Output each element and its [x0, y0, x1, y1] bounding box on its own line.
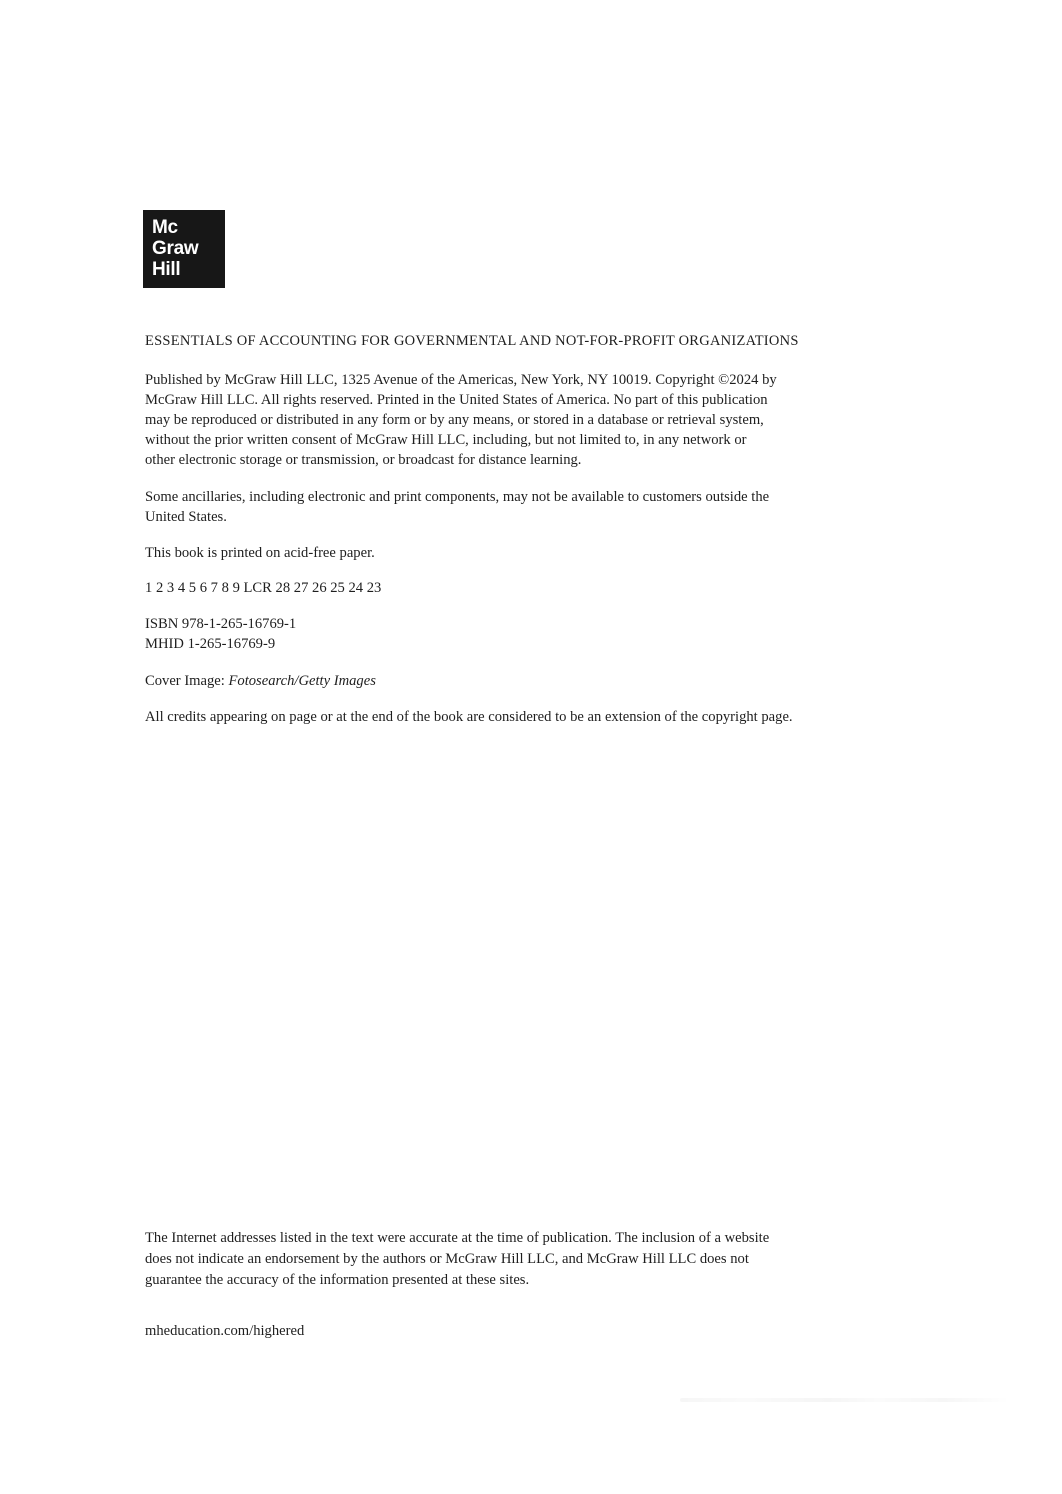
- text-line: without the prior written consent of McGraw Hill LLC, including, but not limited to, in any network or: [145, 432, 747, 448]
- isbn-block: [145, 614, 296, 654]
- logo-line-mc: Mc: [152, 217, 178, 238]
- scan-artifact: [680, 1398, 1010, 1402]
- text-line: The Internet addresses listed in the text were accurate at the time of publication. The inclusion of a website: [145, 1230, 770, 1246]
- text-line: United States.: [145, 509, 227, 525]
- mhid-line: MHID 1-265-16769-9: [145, 636, 276, 652]
- text-line: does not indicate an endorsement by the authors or McGraw Hill LLC, and McGraw Hill LLC does not: [145, 1251, 749, 1267]
- text-line: Published by McGraw Hill LLC, 1325 Avenue of the Americas, New York, NY 10019. Copyright ©2024 by: [145, 372, 777, 388]
- cover-image-label: Cover Image:: [145, 673, 229, 689]
- acid-free-paper-line: This book is printed on acid-free paper.: [145, 545, 375, 561]
- ancillaries-paragraph: [145, 487, 769, 527]
- credits-extension-line: All credits appearing on page or at the end of the book are considered to be an extension of the copyright page.: [145, 709, 793, 725]
- publisher-website-line: mheducation.com/highered: [145, 1323, 305, 1339]
- cover-image-credit: Fotosearch/Getty Images: [228, 673, 376, 689]
- text-line: Some ancillaries, including electronic and print components, may not be available to customers outside the: [145, 489, 770, 505]
- isbn-line: ISBN 978-1-265-16769-1: [145, 616, 297, 632]
- text-line: McGraw Hill LLC. All rights reserved. Printed in the United States of America. No part of this publication: [145, 392, 768, 408]
- logo-line-graw: Graw: [152, 238, 199, 259]
- cover-image-line: [145, 671, 376, 691]
- mcgraw-hill-logo: [143, 210, 225, 288]
- internet-disclaimer-paragraph: [145, 1228, 769, 1291]
- text-line: other electronic storage or transmission, or broadcast for distance learning.: [145, 452, 582, 468]
- publisher-copyright-paragraph: [145, 370, 777, 470]
- book-title: ESSENTIALS OF ACCOUNTING FOR GOVERNMENTAL AND NOT-FOR-PROFIT ORGANIZATIONS: [145, 333, 799, 349]
- text-line: may be reproduced or distributed in any form or by any means, or stored in a database or retrieval system,: [145, 412, 764, 428]
- logo-line-hill: Hill: [152, 259, 181, 280]
- text-line: guarantee the accuracy of the information presented at these sites.: [145, 1272, 530, 1288]
- printing-run-line: 1 2 3 4 5 6 7 8 9 LCR 28 27 26 25 24 23: [145, 580, 382, 596]
